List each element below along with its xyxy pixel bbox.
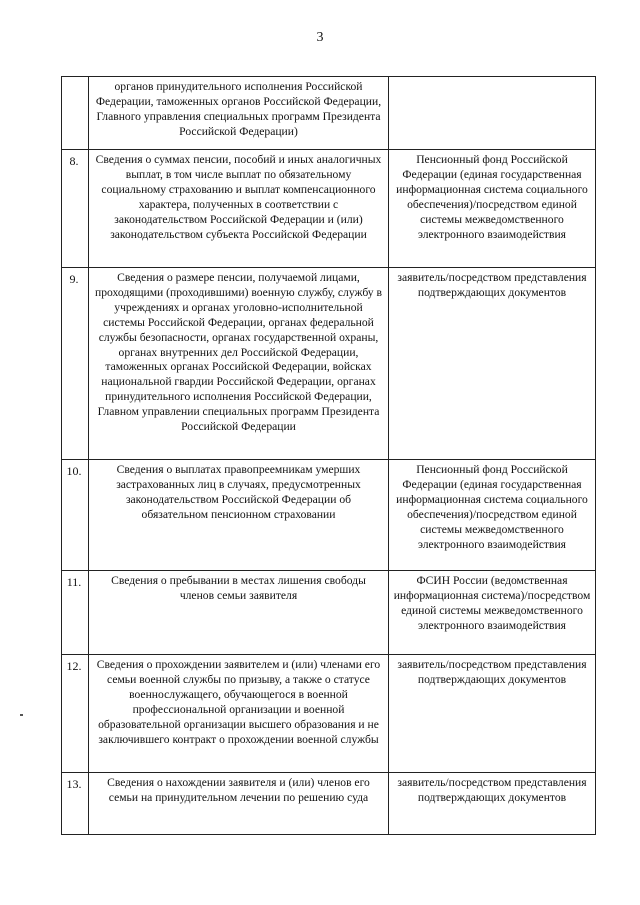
row-number: 9. [62,268,89,460]
row-source: ФСИН России (ведомственная информационная система)/посредством единой системы межведомственного электронного взаимодействия [389,571,596,655]
documents-table [61,76,596,835]
table-row [62,571,596,655]
row-description: Сведения о размере пенсии, получаемой лицами, проходящими (проходившими) военную службу, службу в учреждениях и органах уголовно-исполнительной системы Российской Федерации, органах федеральной службы безопасности, органах государственной охраны, органах внутренних дел Российской Федерации, таможенных органах Российской Федерации, войсках национальной гвардии Российской Федерации, органах принудительного исполнения Российской Федерации, Главном управлении специальных программ Президента Российской Федерации [89,268,389,460]
page-number: 3 [316,30,324,45]
table-row [62,773,596,835]
table-row [62,655,596,773]
row-number: 13. [62,773,89,835]
row-number: 10. [62,460,89,571]
row-source: Пенсионный фонд Российской Федерации (единая государственная информационная система социального обеспечения)/посредством единой системы межведомственного электронного взаимодействия [389,150,596,268]
row-description: Сведения о нахождении заявителя и (или) членов его семьи на принудительном лечении по решению суда [89,773,389,835]
row-number: 12. [62,655,89,773]
table-row [62,150,596,268]
scan-speck [20,714,23,716]
row-source: заявитель/посредством представления подтверждающих документов [389,655,596,773]
row-description: Сведения о выплатах правопреемникам умерших застрахованных лиц в случаях, предусмотренных законодательством Российской Федерации об обязательном пенсионном страховании [89,460,389,571]
row-number: 11. [62,571,89,655]
row-source: заявитель/посредством представления подтверждающих документов [389,773,596,835]
row-source: Пенсионный фонд Российской Федерации (единая государственная информационная система социального обеспечения)/посредством единой системы межведомственного электронного взаимодействия [389,460,596,571]
row-number: 8. [62,150,89,268]
row-description: Сведения о пребывании в местах лишения свободы членов семьи заявителя [89,571,389,655]
table-row [62,77,596,150]
row-source [389,77,596,150]
row-description: органов принудительного исполнения Российской Федерации, таможенных органов Российской Федерации, Главного управления специальных программ Президента Российской Федерации) [89,77,389,150]
table-row [62,460,596,571]
row-source: заявитель/посредством представления подтверждающих документов [389,268,596,460]
row-description: Сведения о суммах пенсии, пособий и иных аналогичных выплат, в том числе выплат по обязательному социальному страхованию и выплат компенсационного характера, полученных в соответствии с законодательством Российской Федерации и (или) законодательством субъекта Российской Федерации [89,150,389,268]
row-description: Сведения о прохождении заявителем и (или) членами его семьи военной службы по призыву, а также о статусе военнослужащего, обучающегося в военной профессиональной организации и военной образовательной организации высшего образования и не заключившего контракт о прохождении военной службы [89,655,389,773]
table-row [62,268,596,460]
row-number [62,77,89,150]
